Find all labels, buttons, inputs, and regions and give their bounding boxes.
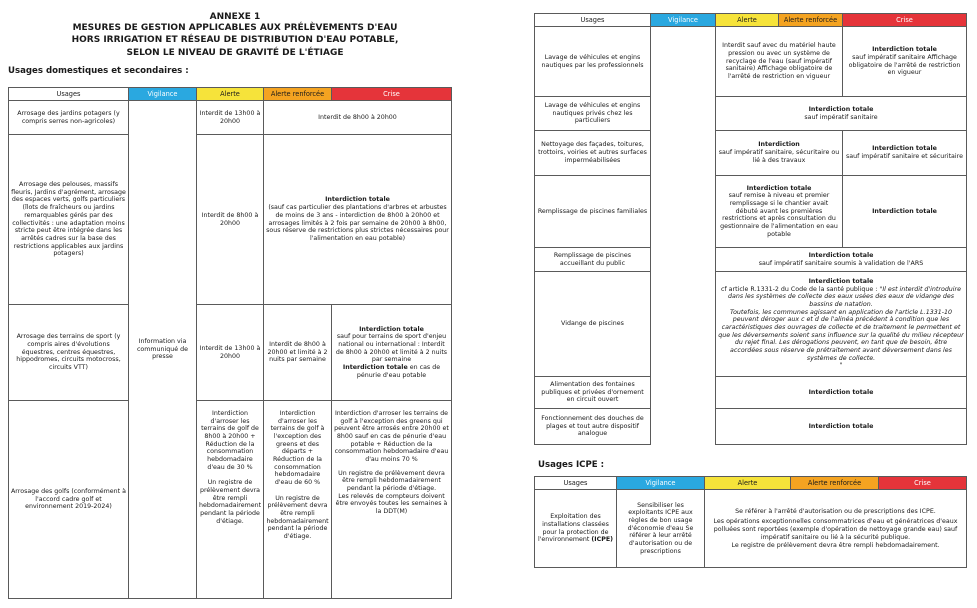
annex-title-line2: MESURES DE GESTION APPLICABLES AUX PRÉLÈVEMENTS D'EAU (72, 23, 398, 34)
usage-cell (535, 490, 617, 568)
restriction-body: sauf pour terrains de sport d'enjeu national ou international : Interdit de 8h00 à 20h00 et limité à 2 nuits par semaine (335, 333, 448, 364)
restriction-title: Interdiction totale (808, 251, 874, 259)
restriction-quote: Il est interdit d'introduire dans les systèmes de collecte des eaux usées des eaux de vidange des bassins de natation. (727, 285, 962, 308)
restriction-title: Interdiction totale (872, 46, 937, 54)
header-usages: Usages (535, 14, 651, 27)
restriction-body: Un registre de prélèvement devra être rempli hebdomadairement pendant la période d'étiage. (338, 469, 445, 493)
header-usages: Usages (535, 477, 617, 490)
all-levels-cell (705, 490, 967, 568)
section-icpe-title: Usages ICPE : (538, 460, 605, 470)
other-usage-table (534, 13, 967, 445)
usage-cell: Remplissage de piscines familiales (535, 176, 651, 248)
usage-cell: Lavage de véhicules et engins nautiques par les professionnels (535, 27, 651, 97)
usage-cell: Fonctionnement des douches de plages et tout autre dispositif analogue (535, 409, 651, 445)
alerte-cell (197, 401, 264, 599)
usage-cell: Remplissage de piscines accueillant du public (535, 248, 651, 272)
all-levels-cell: Interdiction totale (716, 409, 967, 445)
alerte-renf-cell (716, 176, 843, 248)
table-row (9, 401, 452, 599)
section-domestic-title: Usages domestiques et secondaires : (8, 66, 189, 76)
vigilance-cell: Information via communiqué de presse (129, 101, 197, 599)
restriction-title: Interdiction totale (342, 364, 408, 371)
annex-title (0, 12, 470, 59)
restriction-title: Interdiction totale (872, 145, 937, 153)
header-alerte: Alerte (716, 14, 779, 27)
all-levels-cell (716, 272, 967, 377)
table-row (9, 305, 452, 401)
usage-code: (ICPE) (591, 536, 614, 544)
table-header-row (535, 14, 967, 27)
restriction-title: Interdiction totale (808, 277, 874, 285)
restriction-body: sauf remise à niveau et premier remplissage si le chantier avait débuté avant les premières restrictions et après consultation du gestionnaire de l'alimentation en eau potable (720, 192, 838, 238)
table-header-row (9, 88, 452, 101)
header-crise: Crise (332, 88, 452, 101)
restriction-body: cf article R.1331-2 du Code de la santé publique : " (720, 285, 883, 293)
restriction-body: Interdiction d'arroser les terrains de golf à l'exception des greens et des départs + Réduction de la consommation hebdomadaire d'eau de 60 % (270, 410, 325, 487)
table-row (9, 135, 452, 305)
restriction-body: Interdiction d'arroser les terrains de golf de 8h00 à 20h00 + Réduction de la consommation hebdomadaire d'eau de 30 % (201, 410, 259, 471)
crise-cell: Interdiction totale (843, 176, 967, 248)
table-row (535, 248, 967, 272)
renf-crise-cell: Interdit de 8h00 à 20h00 (264, 101, 452, 135)
restriction-body: sauf impératif sanitaire soumis à validation de l'ARS (758, 259, 924, 267)
restriction-title: Interdiction totale (325, 196, 390, 204)
restriction-body: Interdiction d'arroser les terrains de golf à l'exception des greens qui peuvent être arrosés entre 20h00 et 8h00 sauf en cas de pénurie d'eau potable + Réduction de la consommation hebdomadaire d'eau d'au moins 70 % (334, 410, 449, 464)
annex-title-line3: HORS IRRIGATION ET RÉSEAU DE DISTRIBUTION D'EAU POTABLE, (71, 34, 399, 45)
usage-cell: Nettoyage des façades, toitures, trottoirs, voiries et autres surfaces imperméabilisées (535, 131, 651, 176)
table-row (535, 377, 967, 409)
restriction-body: Les opérations exceptionnelles consommatrices d'eau et génératrices d'eaux polluées sont reportées (exemple d'opération de nettoyage grande eau) sauf impératif sanitaire ou lié à la sécurité publique. (713, 518, 958, 541)
domestic-usage-table (8, 87, 452, 599)
usage-text: Exploitation des installations classées pour la protection de l'environnement (537, 513, 609, 544)
restriction-body: en cas de pénurie d'eau potable (356, 364, 441, 379)
alerte-renf-cell (716, 131, 843, 176)
usage-cell: Arrosage des golfs (conformément à l'accord cadre golf et environnement 2019-2024) (9, 401, 129, 599)
restriction-body: sauf impératif sanitaire et sécuritaire (846, 153, 963, 160)
header-alerte-renforcee: Alerte renforcée (791, 477, 879, 490)
table-row (535, 97, 967, 131)
header-vigilance: Vigilance (651, 14, 716, 27)
restriction-title: Interdiction (758, 141, 800, 149)
vigilance-blank-cell (651, 27, 716, 445)
crise-cell (843, 27, 967, 97)
header-alerte-renforcee: Alerte renforcée (779, 14, 843, 27)
restriction-title: Interdiction totale (359, 325, 424, 333)
all-levels-cell (716, 248, 967, 272)
alerte-cell: Interdit de 13h00 à 20h00 (197, 305, 264, 401)
table-row (535, 176, 967, 248)
restriction-title: Interdiction totale (808, 105, 874, 113)
header-alerte-renforcee: Alerte renforcée (264, 88, 332, 101)
table-row (9, 101, 452, 135)
renf-cell (264, 401, 332, 599)
usage-cell: Lavage de véhicules et engins nautiques privés chez les particuliers (535, 97, 651, 131)
table-row (535, 490, 967, 568)
header-vigilance: Vigilance (129, 88, 197, 101)
usage-cell: Arrosage des pelouses, massifs fleuris, Jardins d'agrément, arrosage des espaces verts, golfs particuliers (îlots de fraîcheurs ou jardins remarquables gérés par des collectivités : une adaptation moins stricte peut être intégrée dans les arrêtés cadres sur la base des restrictions applicables aux jardins potagers) (9, 135, 129, 305)
header-vigilance: Vigilance (617, 477, 705, 490)
table-row (535, 409, 967, 445)
header-crise: Crise (879, 477, 967, 490)
crise-cell (332, 401, 452, 599)
usage-cell: Alimentation des fontaines publiques et privées d'ornement en circuit ouvert (535, 377, 651, 409)
header-crise: Crise (843, 14, 967, 27)
table-row (535, 27, 967, 97)
annex-title-line4: SELON LE NIVEAU DE GRAVITÉ DE L'ÉTIAGE (126, 47, 344, 58)
restriction-quote: Toutefois, les communes agissant en application de l'article L.1331-10 peuvent déroger aux c et d de l'alinéa précédent à condition que les caractéristiques des ouvrages de collecte et de traitement le permettent et que les déversements soient sans influence sur la qualité du milieu récepteur du rejet final. Les dérogations peuvent, en tant que de besoin, être accordées sous réserve de prétraitement avant déversement dans les systèmes de collecte. (718, 308, 964, 362)
restriction-body: Se référer à l'arrêté d'autorisation ou de prescriptions des ICPE. (735, 507, 936, 515)
header-usages: Usages (9, 88, 129, 101)
restriction-title: Interdiction totale (746, 184, 812, 192)
alerte-cell: Interdit de 13h00 à 20h00 (197, 101, 264, 135)
restriction-body: (sauf cas particulier des plantations d'arbres et arbustes de moins de 3 ans - interdiction de 8h00 à 20h00 et arrosages limités à 2 fois par semaine de 20h00 à 8h00, sous réserve de restrictions plus strictes nécessaires pour l'alimentation en eau potable) (266, 204, 449, 242)
restriction-body: Les relevés de compteurs doivent être envoyés toutes les semaines à la DDT(M) (335, 492, 448, 516)
restriction-body: sauf impératif sanitaire (804, 113, 878, 121)
table-header-row (535, 477, 967, 490)
table-row (535, 272, 967, 377)
crise-cell (332, 305, 452, 401)
restriction-body: sauf impératif sanitaire, sécuritaire ou lié à des travaux (718, 149, 840, 164)
alerte-renf-cell: Interdit sauf avec du matériel haute pression ou avec un système de recyclage de l'eau (sauf impératif sanitaire) Affichage obligatoire de l'arrêté de restriction en vigueur (716, 27, 843, 97)
renf-crise-cell (264, 135, 452, 305)
table-row (535, 131, 967, 176)
restriction-body: Un registre de prélèvement devra être rempli hebdomadairement pendant la période d'étiage. (266, 494, 329, 541)
renf-cell: Interdit de 8h00 à 20h00 et limité à 2 nuits par semaine (264, 305, 332, 401)
usage-cell: Arrosage des terrains de sport (y compris aires d'évolutions équestres, centres équestres, hippodromes, circuits motocross, circuits VTT) (9, 305, 129, 401)
restriction-body: " (839, 362, 843, 370)
restriction-body: Le registre de prélèvement devra être rempli hebdomadairement. (731, 541, 940, 549)
all-levels-cell: Interdiction totale (716, 377, 967, 409)
restriction-body: Un registre de prélèvement devra être rempli hebdomadairement pendant la période d'étiage. (199, 479, 262, 525)
icpe-usage-table (534, 476, 967, 568)
usage-cell: Vidange de piscines (535, 272, 651, 377)
alerte-cell: Interdit de 8h00 à 20h00 (197, 135, 264, 305)
vigilance-cell: Sensibiliser les exploitants ICPE aux règles de bon usage d'économie d'eau Se référer à leur arrêté d'autorisation ou de prescriptions (617, 490, 705, 568)
usage-cell: Arrosage des jardins potagers (y compris serres non-agricoles) (9, 101, 129, 135)
restriction-body: sauf impératif sanitaire Affichage obligatoire de l'arrêté de restriction en vigueur (848, 53, 961, 77)
all-levels-cell (716, 97, 967, 131)
header-alerte: Alerte (197, 88, 264, 101)
header-alerte: Alerte (705, 477, 791, 490)
annex-title-line1: ANNEXE 1 (209, 12, 261, 22)
crise-cell (843, 131, 967, 176)
